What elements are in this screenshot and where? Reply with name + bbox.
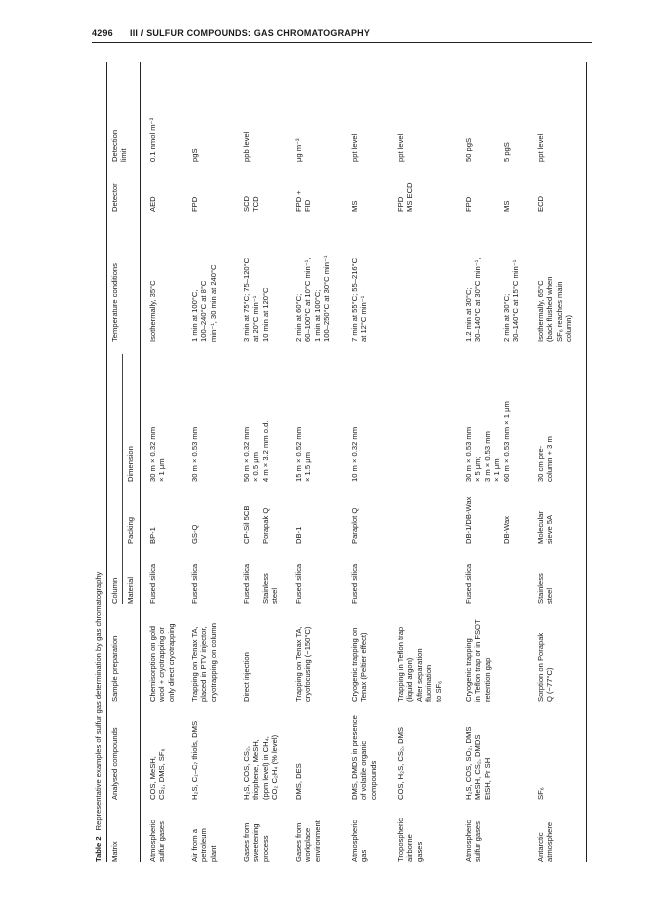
cell-matrix: [148, 820, 167, 862]
cell-matrix: [294, 820, 322, 862]
cell-line: [492, 197, 501, 212]
cell-line: ppt level: [350, 133, 359, 162]
cell-packing: [242, 506, 270, 544]
cell-line: 1 min at 100°C,: [190, 289, 199, 342]
cell-line: EtSH, Pr SH: [482, 757, 492, 800]
cell-line: [473, 197, 482, 212]
cell-sample-prep: [242, 652, 251, 702]
header-detection-limit-l1: Detection: [110, 129, 119, 162]
cell-line: [483, 497, 492, 544]
cell-line: Fused silica: [294, 563, 303, 604]
table-label: Table 2: [94, 836, 103, 862]
cell-limit: [294, 138, 303, 162]
cell-line: 100–250°C at 30°C min⁻¹: [322, 255, 332, 342]
cell-sample-prep: [464, 619, 492, 702]
cell-line: [251, 506, 260, 544]
cell-temperature: [350, 258, 369, 342]
cell-dimension: [350, 427, 359, 482]
cell-limit: [148, 118, 157, 162]
cell-line: steel: [545, 587, 555, 604]
column-group-rule: [122, 354, 123, 604]
cell-line: 60 m × 0.53 mm × 1 μm: [501, 401, 511, 482]
cell-line: TCD: [251, 196, 261, 212]
cell-line: thiophene, MeSH,: [251, 739, 261, 800]
cell-line: CS₂, DMS, SF₆: [157, 748, 167, 800]
header-analysed: Analysed compounds: [110, 727, 119, 800]
cell-sample-prep: [190, 623, 218, 702]
cell-line: placed in PTV injector,: [199, 626, 209, 702]
cell-matrix: [536, 822, 555, 862]
cell-dimension: [242, 421, 270, 482]
cell-line: Fused silica: [350, 563, 359, 604]
cell-line: 50 pgS: [464, 137, 473, 162]
cell-temperature: [148, 280, 157, 342]
cell-line: FPD: [190, 196, 199, 212]
cell-line: workplace: [303, 827, 313, 862]
cell-temperature: [464, 258, 520, 342]
cell-line: COS, MeSH,: [148, 756, 157, 800]
cell-line: AED: [148, 196, 157, 212]
cell-matrix: [190, 828, 218, 862]
cell-line: Isothermally, 65°C: [536, 280, 545, 342]
cell-limit: [464, 138, 511, 162]
cell-line: GS-Q: [190, 524, 199, 544]
cell-analysed: [396, 727, 405, 800]
cell-line: 1.2 min at 30°C;: [464, 287, 473, 342]
cell-line: [483, 138, 492, 162]
cell-line: airborne: [405, 834, 415, 862]
cell-packing: [148, 527, 157, 544]
cell-detector: [190, 197, 199, 212]
cell-line: DB-1/DB-Wax: [464, 496, 473, 544]
header-rule: [92, 42, 592, 43]
cell-analysed: [536, 787, 545, 800]
cell-dimension: [464, 401, 511, 482]
header-matrix: Matrix: [110, 841, 119, 862]
cell-line: ppt level: [396, 133, 405, 162]
cell-line: only direct cryotrapping: [166, 623, 176, 702]
cell-line: petroleum: [199, 828, 209, 862]
header-temperature: Temperature conditions: [110, 263, 119, 342]
cell-line: sulfur gases: [473, 821, 483, 862]
header-dimension: Dimension: [126, 446, 135, 482]
cell-analysed: [464, 727, 492, 800]
cell-line: 100–240°C at 8°C: [199, 280, 209, 342]
cell-dimension: [294, 427, 313, 482]
cell-line: (liquid argon): [405, 657, 415, 702]
cell-line: process: [260, 835, 270, 862]
cell-matrix: [396, 818, 424, 862]
cell-line: 4 m × 3.2 mm o.d.: [260, 420, 270, 482]
cell-analysed: [148, 748, 167, 800]
cell-line: cryofocusing (−150°C): [303, 626, 313, 702]
cell-line: DB-Wax: [501, 516, 511, 544]
cell-line: BP-1: [148, 527, 157, 544]
cell-line: FPD: [464, 196, 473, 212]
cell-limit: [350, 134, 359, 162]
cell-temperature: [242, 258, 270, 342]
cell-line: 50 m × 0.32 mm: [242, 426, 251, 482]
table-top-rule: [106, 62, 107, 862]
cell-line: After separation: [414, 648, 424, 702]
cell-line: Fused silica: [148, 563, 157, 604]
cell-packing: [536, 511, 555, 544]
cell-line: × 5 μm;: [473, 456, 483, 482]
cell-line: [483, 197, 492, 212]
cell-line: sieve 5A: [545, 514, 555, 544]
cell-line: gases: [414, 841, 424, 862]
cell-line: Atmospheric: [464, 819, 473, 862]
cell-analysed: [350, 715, 378, 800]
cell-line: sweetening: [251, 823, 261, 862]
cell-line: 2 min at 30°C;: [501, 293, 511, 342]
cell-line: MS ECD: [405, 182, 415, 212]
cell-material: [294, 564, 303, 604]
cell-line: 10 min at 120°C: [260, 287, 270, 342]
cell-line: MS: [350, 200, 359, 212]
header-detection-limit: [110, 130, 129, 162]
cell-line: DB-1: [294, 526, 303, 544]
cell-limit: [190, 148, 199, 162]
cell-analysed: [190, 721, 199, 800]
cell-matrix: [464, 820, 483, 862]
cell-line: sulfur gases: [157, 821, 167, 862]
cell-line: column + 3 m: [545, 436, 555, 482]
cell-line: MS: [501, 200, 511, 212]
cell-line: Tenax (Peltier effect): [359, 632, 369, 702]
cell-line: in Teflon trap or in FSOT: [473, 619, 483, 702]
cell-line: Direct injection: [242, 652, 251, 702]
cell-line: MeSH, CS₂, DMDS: [473, 734, 483, 800]
cell-line: H₂S, C₁–C₇ thiols, DMS: [190, 720, 199, 800]
cell-line: retention gap: [482, 657, 492, 702]
cell-dimension: [148, 427, 167, 482]
cell-line: 30 m × 0.53 mm: [190, 426, 199, 482]
cell-sample-prep: [350, 628, 369, 702]
cell-line: 30 m × 0.53 mm: [464, 426, 473, 482]
cell-line: [483, 258, 492, 342]
cell-detector: [148, 196, 157, 212]
cell-line: Cryogenic trapping: [464, 638, 473, 702]
cell-line: [492, 138, 501, 162]
cell-dimension: [536, 436, 555, 482]
cell-line: Trapping in Teflon trap: [396, 626, 405, 702]
cell-line: cryotrapping on column: [208, 623, 218, 702]
cell-line: 10 m × 0.32 mm: [350, 426, 359, 482]
cell-line: [492, 497, 501, 544]
cell-line: 15 m × 0.52 mm: [294, 426, 303, 482]
cell-sample-prep: [148, 623, 176, 702]
cell-line: × 1.5 μm: [303, 452, 313, 482]
cell-line: Stainless: [260, 573, 270, 604]
cell-line: 30–140°C at 15°C min⁻¹: [511, 259, 521, 342]
cell-material: [536, 573, 555, 604]
cell-limit: [396, 134, 405, 162]
cell-line: Gases from: [242, 822, 251, 862]
cell-sample-prep: [536, 633, 555, 702]
cell-line: Tropospheric: [396, 817, 405, 862]
rotated-table: [92, 62, 592, 862]
cell-line: Isothermally, 35°C: [148, 280, 157, 342]
cell-line: FPD: [396, 196, 405, 212]
cell-line: steel: [270, 587, 280, 604]
cell-analysed: [294, 763, 303, 800]
cell-line: to SF₆: [433, 680, 443, 702]
cell-line: 1 min at 100°C;: [312, 289, 322, 342]
cell-line: at 12°C min⁻¹: [359, 295, 369, 342]
cell-temperature: [294, 256, 332, 343]
header-column: Column: [110, 577, 119, 604]
cell-line: 7 min at 55°C; 55–216°C: [350, 257, 359, 342]
cell-line: SF₆ reaches main: [554, 281, 564, 342]
cell-line: CO₂ C₂H₄ (% level): [270, 734, 280, 800]
cell-line: Trapping on Tenax TA,: [190, 626, 199, 702]
cell-line: Paraplot Q: [350, 507, 359, 544]
cell-temperature: [536, 277, 574, 342]
cell-line: 60–100°C at 10°C min⁻¹,: [303, 257, 313, 342]
cell-line: 2 min at 60°C;: [294, 293, 303, 342]
cell-line: gas: [359, 849, 369, 862]
table-caption-text: Representative examples of sulfur gas determination by gas chromatography: [94, 571, 103, 831]
cell-line: of volatile organic: [359, 740, 369, 800]
cell-line: 30–140°C at 30°C min⁻¹,: [473, 257, 483, 342]
cell-line: H₂S, COS, SO₂, DMS: [464, 726, 473, 800]
cell-line: atmosphere: [545, 821, 555, 862]
cell-line: plant: [208, 845, 218, 862]
cell-line: Fused silica: [464, 563, 473, 604]
running-head: [92, 24, 592, 42]
cell-line: [492, 258, 501, 342]
cell-detector: [396, 182, 415, 212]
cell-line: 3 m × 0.53 mm: [482, 431, 492, 482]
cell-line: ppb level: [242, 131, 251, 162]
cell-line: Air from a: [190, 829, 199, 862]
cell-line: column): [564, 314, 574, 342]
cell-line: Fused silica: [190, 563, 199, 604]
cell-line: (ppm level) in CH₄,: [260, 736, 270, 800]
cell-line: Chemisorption on gold: [148, 626, 157, 702]
cell-material: [148, 564, 157, 604]
page-number: 4296: [92, 28, 113, 38]
header-packing: Packing: [126, 516, 135, 544]
header-sample-prep: Sample preparation: [110, 635, 119, 702]
cell-dimension: [190, 427, 199, 482]
cell-line: 30 cm pre-: [536, 445, 545, 482]
header-bottom-rule: [140, 62, 141, 862]
cell-line: COS, H₂S, CS₂, DMS: [396, 727, 405, 800]
cell-line: wool + cryotrapping or: [157, 627, 167, 702]
cell-material: [350, 564, 359, 604]
cell-line: environment: [312, 820, 322, 862]
cell-line: [251, 564, 260, 604]
cell-line: Fused silica: [242, 563, 251, 604]
cell-line: × 0.5 μm: [251, 452, 261, 482]
cell-sample-prep: [294, 626, 313, 702]
cell-line: Antarctic: [536, 832, 545, 862]
section-title: III / SULFUR COMPOUNDS: GAS CHROMATOGRAPHY: [130, 28, 371, 38]
cell-detector: [536, 196, 545, 212]
cell-line: [473, 138, 482, 162]
cell-line: compounds: [368, 760, 378, 800]
cell-line: μg m⁻³: [294, 138, 303, 162]
cell-line: [473, 497, 482, 544]
table-bottom-rule: [586, 62, 587, 862]
cell-line: Q (−77°C): [545, 667, 555, 702]
cell-line: pgS: [190, 148, 199, 162]
cell-line: 0.1 nmol m⁻³: [148, 117, 157, 162]
header-detector: Detector: [110, 183, 119, 212]
cell-line: ppt level: [536, 133, 545, 162]
cell-material: [464, 564, 473, 604]
cell-line: Atmospheric: [148, 819, 157, 862]
cell-line: SF₆: [536, 787, 545, 800]
cell-line: Porapak Q: [260, 507, 270, 544]
cell-line: Molecular: [536, 511, 545, 544]
cell-material: [242, 564, 280, 604]
cell-line: FID: [303, 199, 313, 212]
cell-packing: [464, 497, 511, 544]
cell-line: Sorption on Porapak: [536, 632, 545, 702]
cell-detector: [242, 196, 261, 212]
cell-limit: [536, 134, 545, 162]
cell-line: 30 m × 0.32 mm: [148, 426, 157, 482]
cell-detector: [464, 197, 511, 212]
cell-line: Stainless: [536, 573, 545, 604]
cell-line: min⁻¹, 30 min at 240°C: [208, 264, 218, 342]
cell-packing: [190, 525, 199, 544]
header-detection-limit-l2: limit: [119, 148, 129, 162]
cell-temperature: [190, 264, 218, 342]
cell-line: H₂S, COS, CS₂,: [242, 746, 251, 800]
cell-line: FPD +: [294, 190, 303, 212]
table-caption: [94, 62, 103, 862]
cell-line: DMS, DES: [294, 763, 303, 800]
cell-matrix: [242, 823, 270, 862]
cell-line: × 1 μm: [157, 458, 167, 482]
cell-line: 5 pgS: [501, 142, 511, 162]
cell-detector: [350, 201, 359, 212]
cell-limit: [242, 132, 251, 162]
cell-detector: [294, 190, 313, 212]
cell-line: SCD: [242, 195, 251, 212]
cell-line: × 1 μm: [492, 458, 502, 482]
cell-sample-prep: [396, 627, 443, 702]
cell-line: Trapping on Tenax TA,: [294, 626, 303, 702]
cell-line: (back flushed when: [545, 276, 555, 342]
cell-line: at 20°C min⁻¹: [251, 295, 261, 342]
cell-line: CP-Sil 5CB: [242, 505, 251, 544]
cell-line: Atmospheric: [350, 819, 359, 862]
cell-line: fluorination: [424, 664, 434, 702]
cell-packing: [294, 527, 303, 544]
cell-line: DMS, DMDS in presence: [350, 715, 359, 800]
cell-material: [190, 564, 199, 604]
cell-line: Gases from: [294, 822, 303, 862]
cell-analysed: [242, 735, 280, 800]
cell-line: 3 min at 75°C; 75–120°C: [242, 257, 251, 342]
cell-matrix: [350, 820, 369, 862]
header-material: Material: [126, 576, 135, 604]
cell-line: ECD: [536, 195, 545, 212]
cell-line: Cryogenic trapping on: [350, 627, 359, 702]
cell-packing: [350, 508, 359, 544]
